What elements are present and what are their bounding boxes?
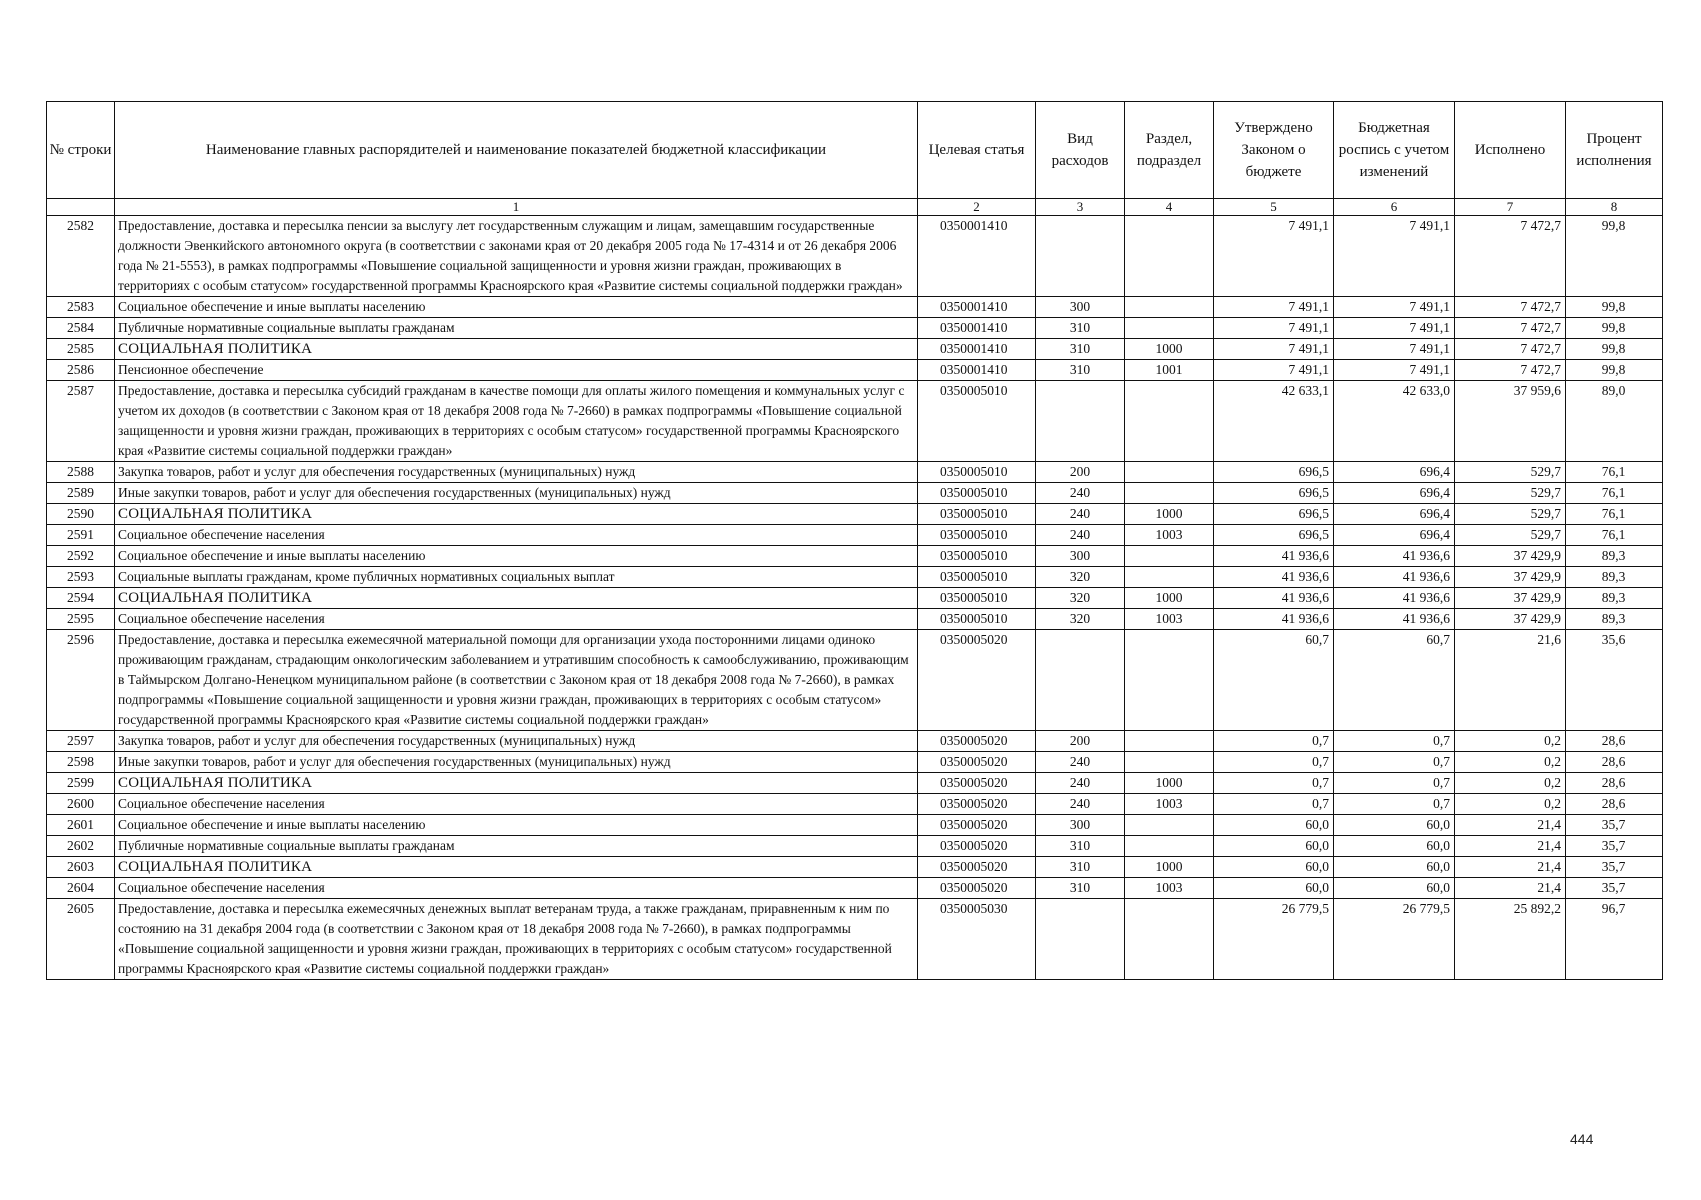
table-row [47,339,1663,360]
expense-kind: 240 [1036,525,1125,546]
row-number: 2588 [47,462,115,483]
approved-amount: 7 491,1 [1214,360,1334,381]
approved-amount: 60,0 [1214,857,1334,878]
header-row [47,102,1663,199]
execution-percent: 28,6 [1566,773,1663,794]
header-name: Наименование главных распорядителей и наименование показателей бюджетной классификации [115,102,918,199]
executed-amount: 0,2 [1455,794,1566,815]
execution-percent: 76,1 [1566,504,1663,525]
schedule-amount: 7 491,1 [1334,297,1455,318]
approved-amount: 7 491,1 [1214,339,1334,360]
executed-amount: 529,7 [1455,504,1566,525]
approved-amount: 0,7 [1214,773,1334,794]
executed-amount: 529,7 [1455,462,1566,483]
executed-amount: 21,6 [1455,630,1566,731]
section-code [1125,216,1214,297]
target-article: 0350005010 [918,504,1036,525]
target-article: 0350005020 [918,836,1036,857]
table-row [47,216,1663,297]
column-number: 1 [115,199,918,216]
row-name: Социальное обеспечение населения [115,609,918,630]
schedule-amount: 7 491,1 [1334,360,1455,381]
executed-amount: 21,4 [1455,815,1566,836]
section-code: 1003 [1125,794,1214,815]
target-article: 0350005010 [918,462,1036,483]
row-number: 2586 [47,360,115,381]
section-code: 1003 [1125,525,1214,546]
schedule-amount: 60,0 [1334,878,1455,899]
executed-amount: 7 472,7 [1455,339,1566,360]
executed-amount: 7 472,7 [1455,216,1566,297]
row-number: 2593 [47,567,115,588]
target-article: 0350005010 [918,609,1036,630]
expense-kind [1036,630,1125,731]
approved-amount: 7 491,1 [1214,297,1334,318]
execution-percent: 35,7 [1566,878,1663,899]
approved-amount: 42 633,1 [1214,381,1334,462]
row-name: Предоставление, доставка и пересылка ежемесячной материальной помощи для организации ухода посторонними лицами одиноко проживающим гражданам, страдающим онкологическим заболеванием и утратившим способность к самообслуживанию, проживающим в Таймырском Долгано-Ненецком муниципальном районе (в соответствии с Законом края от 18 декабря 2008 года № 7-2660), в рамках подпрограммы «Повышение социальной защищенности и уровня жизни граждан, проживающих в территориях с особым статусом» государственной программы Красноярского края «Развитие системы социальной поддержки граждан» [115,630,918,731]
execution-percent: 76,1 [1566,483,1663,504]
executed-amount: 529,7 [1455,483,1566,504]
row-name: Социальное обеспечение населения [115,794,918,815]
expense-kind [1036,899,1125,980]
header-target-article: Целевая статья [918,102,1036,199]
table-row [47,815,1663,836]
schedule-amount: 41 936,6 [1334,546,1455,567]
executed-amount: 529,7 [1455,525,1566,546]
row-number: 2591 [47,525,115,546]
row-name: Предоставление, доставка и пересылка субсидий гражданам в качестве помощи для оплаты жилого помещения и коммунальных услуг с учетом их доходов (в соответствии с Законом края от 18 декабря 2008 года № 7-2660) в рамках подпрограммы «Повышение социальной защищенности и уровня жизни граждан, проживающих в территориях с особым статусом» государственной программы Красноярского края «Развитие системы социальной поддержки граждан» [115,381,918,462]
section-code: 1000 [1125,588,1214,609]
row-name: СОЦИАЛЬНАЯ ПОЛИТИКА [115,773,918,794]
table-row [47,609,1663,630]
approved-amount: 7 491,1 [1214,318,1334,339]
row-number: 2600 [47,794,115,815]
section-code: 1003 [1125,878,1214,899]
execution-percent: 35,7 [1566,836,1663,857]
approved-amount: 696,5 [1214,504,1334,525]
execution-percent: 28,6 [1566,731,1663,752]
execution-percent: 99,8 [1566,216,1663,297]
table-row [47,752,1663,773]
execution-percent: 99,8 [1566,318,1663,339]
schedule-amount: 41 936,6 [1334,609,1455,630]
row-name: Социальное обеспечение и иные выплаты населению [115,815,918,836]
executed-amount: 7 472,7 [1455,297,1566,318]
executed-amount: 7 472,7 [1455,318,1566,339]
approved-amount: 26 779,5 [1214,899,1334,980]
header-approved: Утверждено Законом о бюджете [1214,102,1334,199]
execution-percent: 99,8 [1566,339,1663,360]
section-code [1125,899,1214,980]
target-article: 0350005020 [918,815,1036,836]
row-number: 2604 [47,878,115,899]
header-section: Раздел, подраздел [1125,102,1214,199]
schedule-amount: 60,0 [1334,857,1455,878]
expense-kind: 300 [1036,297,1125,318]
table-row [47,836,1663,857]
schedule-amount: 26 779,5 [1334,899,1455,980]
table-row [47,567,1663,588]
approved-amount: 60,0 [1214,815,1334,836]
execution-percent: 76,1 [1566,525,1663,546]
row-name: Пенсионное обеспечение [115,360,918,381]
schedule-amount: 41 936,6 [1334,588,1455,609]
table-row [47,504,1663,525]
row-number: 2596 [47,630,115,731]
expense-kind: 240 [1036,794,1125,815]
execution-percent: 99,8 [1566,360,1663,381]
target-article: 0350001410 [918,339,1036,360]
approved-amount: 60,0 [1214,878,1334,899]
executed-amount: 21,4 [1455,878,1566,899]
row-name: Иные закупки товаров, работ и услуг для обеспечения государственных (муниципальных) нужд [115,752,918,773]
executed-amount: 7 472,7 [1455,360,1566,381]
row-number: 2587 [47,381,115,462]
column-number: 8 [1566,199,1663,216]
executed-amount: 37 959,6 [1455,381,1566,462]
row-number: 2597 [47,731,115,752]
row-name: Социальные выплаты гражданам, кроме публичных нормативных социальных выплат [115,567,918,588]
row-name: Иные закупки товаров, работ и услуг для обеспечения государственных (муниципальных) нужд [115,483,918,504]
header-expense-kind: Вид расходов [1036,102,1125,199]
expense-kind: 320 [1036,567,1125,588]
row-name: Предоставление, доставка и пересылка пенсии за выслугу лет государственным служащим и лицам, замещавшим государственные должности Эвенкийского автономного округа (в соответствии с законами края от 20 декабря 2005 года № 17-4314 и от 26 декабря 2006 года № 21-5553), в рамках подпрограммы «Повышение социальной защищенности и уровня жизни граждан, проживающих в территориях с особым статусом» государственной программы Красноярского края «Развитие системы социальной поддержки граждан» [115,216,918,297]
expense-kind: 200 [1036,731,1125,752]
schedule-amount: 696,4 [1334,483,1455,504]
execution-percent: 89,3 [1566,588,1663,609]
expense-kind: 310 [1036,318,1125,339]
table-row [47,462,1663,483]
row-name: Социальное обеспечение и иные выплаты населению [115,546,918,567]
section-code [1125,318,1214,339]
row-name: СОЦИАЛЬНАЯ ПОЛИТИКА [115,339,918,360]
target-article: 0350001410 [918,216,1036,297]
row-number: 2595 [47,609,115,630]
execution-percent: 96,7 [1566,899,1663,980]
expense-kind: 300 [1036,546,1125,567]
row-number: 2594 [47,588,115,609]
expense-kind: 240 [1036,773,1125,794]
execution-percent: 89,3 [1566,546,1663,567]
schedule-amount: 60,7 [1334,630,1455,731]
section-code [1125,731,1214,752]
target-article: 0350005020 [918,794,1036,815]
section-code [1125,836,1214,857]
executed-amount: 21,4 [1455,836,1566,857]
section-code [1125,381,1214,462]
execution-percent: 35,7 [1566,815,1663,836]
expense-kind: 300 [1036,815,1125,836]
schedule-amount: 41 936,6 [1334,567,1455,588]
section-code [1125,483,1214,504]
schedule-amount: 696,4 [1334,525,1455,546]
schedule-amount: 42 633,0 [1334,381,1455,462]
expense-kind: 240 [1036,504,1125,525]
approved-amount: 0,7 [1214,731,1334,752]
expense-kind: 320 [1036,588,1125,609]
row-name: СОЦИАЛЬНАЯ ПОЛИТИКА [115,588,918,609]
target-article: 0350005010 [918,483,1036,504]
execution-percent: 28,6 [1566,752,1663,773]
column-number: 7 [1455,199,1566,216]
expense-kind: 310 [1036,836,1125,857]
table-row [47,731,1663,752]
approved-amount: 41 936,6 [1214,546,1334,567]
target-article: 0350005010 [918,567,1036,588]
budget-sheet [46,101,1662,980]
section-code: 1000 [1125,857,1214,878]
execution-percent: 35,6 [1566,630,1663,731]
executed-amount: 21,4 [1455,857,1566,878]
table-row [47,878,1663,899]
schedule-amount: 7 491,1 [1334,318,1455,339]
section-code [1125,630,1214,731]
schedule-amount: 0,7 [1334,794,1455,815]
expense-kind: 320 [1036,609,1125,630]
page-number: 444 [1570,1131,1594,1147]
section-code: 1001 [1125,360,1214,381]
target-article: 0350001410 [918,297,1036,318]
row-number: 2584 [47,318,115,339]
target-article: 0350005020 [918,773,1036,794]
table-row [47,483,1663,504]
table-row [47,297,1663,318]
execution-percent: 28,6 [1566,794,1663,815]
row-number: 2582 [47,216,115,297]
row-name: Закупка товаров, работ и услуг для обеспечения государственных (муниципальных) нужд [115,731,918,752]
executed-amount: 37 429,9 [1455,567,1566,588]
header-row-number: № строки [47,102,115,199]
executed-amount: 0,2 [1455,752,1566,773]
approved-amount: 696,5 [1214,483,1334,504]
schedule-amount: 696,4 [1334,462,1455,483]
expense-kind: 240 [1036,752,1125,773]
approved-amount: 41 936,6 [1214,567,1334,588]
column-number: 5 [1214,199,1334,216]
target-article: 0350005010 [918,546,1036,567]
row-name: Предоставление, доставка и пересылка ежемесячных денежных выплат ветеранам труда, а также гражданам, приравненным к ним по состоянию на 31 декабря 2004 года (в соответствии с Законом края от 18 декабря 2008 года № 7-2660), в рамках подпрограммы «Повышение социальной защищенности и уровня жизни граждан, проживающих в территориях с особым статусом» государственной программы Красноярского края «Развитие системы социальной поддержки граждан» [115,899,918,980]
target-article: 0350005020 [918,630,1036,731]
column-number: 3 [1036,199,1125,216]
section-code [1125,752,1214,773]
target-article: 0350005030 [918,899,1036,980]
section-code [1125,546,1214,567]
section-code: 1003 [1125,609,1214,630]
row-number: 2605 [47,899,115,980]
execution-percent: 99,8 [1566,297,1663,318]
approved-amount: 41 936,6 [1214,588,1334,609]
row-name: СОЦИАЛЬНАЯ ПОЛИТИКА [115,504,918,525]
table-row [47,857,1663,878]
executed-amount: 37 429,9 [1455,609,1566,630]
row-name: Социальное обеспечение населения [115,525,918,546]
row-name: Публичные нормативные социальные выплаты гражданам [115,836,918,857]
expense-kind: 310 [1036,339,1125,360]
expense-kind: 200 [1036,462,1125,483]
schedule-amount: 0,7 [1334,752,1455,773]
target-article: 0350005010 [918,381,1036,462]
approved-amount: 696,5 [1214,525,1334,546]
table-row [47,381,1663,462]
table-row [47,525,1663,546]
executed-amount: 37 429,9 [1455,588,1566,609]
approved-amount: 696,5 [1214,462,1334,483]
column-number: 4 [1125,199,1214,216]
schedule-amount: 7 491,1 [1334,339,1455,360]
row-number: 2589 [47,483,115,504]
target-article: 0350005020 [918,878,1036,899]
budget-table [46,101,1663,980]
row-name: Публичные нормативные социальные выплаты гражданам [115,318,918,339]
expense-kind: 310 [1036,360,1125,381]
column-number-row [47,199,1663,216]
executed-amount: 37 429,9 [1455,546,1566,567]
schedule-amount: 0,7 [1334,731,1455,752]
schedule-amount: 60,0 [1334,815,1455,836]
expense-kind [1036,381,1125,462]
section-code [1125,567,1214,588]
section-code: 1000 [1125,339,1214,360]
table-row [47,794,1663,815]
schedule-amount: 7 491,1 [1334,216,1455,297]
table-row [47,318,1663,339]
header-percent: Процент исполнения [1566,102,1663,199]
section-code: 1000 [1125,773,1214,794]
expense-kind: 310 [1036,857,1125,878]
execution-percent: 89,3 [1566,567,1663,588]
expense-kind: 240 [1036,483,1125,504]
schedule-amount: 696,4 [1334,504,1455,525]
column-number [47,199,115,216]
approved-amount: 41 936,6 [1214,609,1334,630]
approved-amount: 0,7 [1214,752,1334,773]
executed-amount: 0,2 [1455,731,1566,752]
execution-percent: 35,7 [1566,857,1663,878]
executed-amount: 0,2 [1455,773,1566,794]
section-code [1125,462,1214,483]
row-number: 2603 [47,857,115,878]
header-budget-schedule: Бюджетная роспись с учетом изменений [1334,102,1455,199]
expense-kind: 310 [1036,878,1125,899]
target-article: 0350005020 [918,857,1036,878]
row-name: Социальное обеспечение населения [115,878,918,899]
row-number: 2583 [47,297,115,318]
row-name: Социальное обеспечение и иные выплаты населению [115,297,918,318]
approved-amount: 60,7 [1214,630,1334,731]
column-number: 6 [1334,199,1455,216]
target-article: 0350005010 [918,588,1036,609]
row-number: 2601 [47,815,115,836]
row-number: 2585 [47,339,115,360]
section-code: 1000 [1125,504,1214,525]
approved-amount: 60,0 [1214,836,1334,857]
section-code [1125,815,1214,836]
target-article: 0350001410 [918,318,1036,339]
schedule-amount: 0,7 [1334,773,1455,794]
row-number: 2598 [47,752,115,773]
header-executed: Исполнено [1455,102,1566,199]
table-row [47,588,1663,609]
row-name: СОЦИАЛЬНАЯ ПОЛИТИКА [115,857,918,878]
table-row [47,360,1663,381]
column-number: 2 [918,199,1036,216]
section-code [1125,297,1214,318]
executed-amount: 25 892,2 [1455,899,1566,980]
row-number: 2599 [47,773,115,794]
schedule-amount: 60,0 [1334,836,1455,857]
expense-kind [1036,216,1125,297]
target-article: 0350005010 [918,525,1036,546]
row-number: 2590 [47,504,115,525]
table-row [47,773,1663,794]
execution-percent: 89,0 [1566,381,1663,462]
row-number: 2602 [47,836,115,857]
approved-amount: 0,7 [1214,794,1334,815]
row-name: Закупка товаров, работ и услуг для обеспечения государственных (муниципальных) нужд [115,462,918,483]
table-row [47,630,1663,731]
row-number: 2592 [47,546,115,567]
target-article: 0350005020 [918,752,1036,773]
execution-percent: 76,1 [1566,462,1663,483]
approved-amount: 7 491,1 [1214,216,1334,297]
target-article: 0350005020 [918,731,1036,752]
table-row [47,546,1663,567]
target-article: 0350001410 [918,360,1036,381]
table-row [47,899,1663,980]
execution-percent: 89,3 [1566,609,1663,630]
